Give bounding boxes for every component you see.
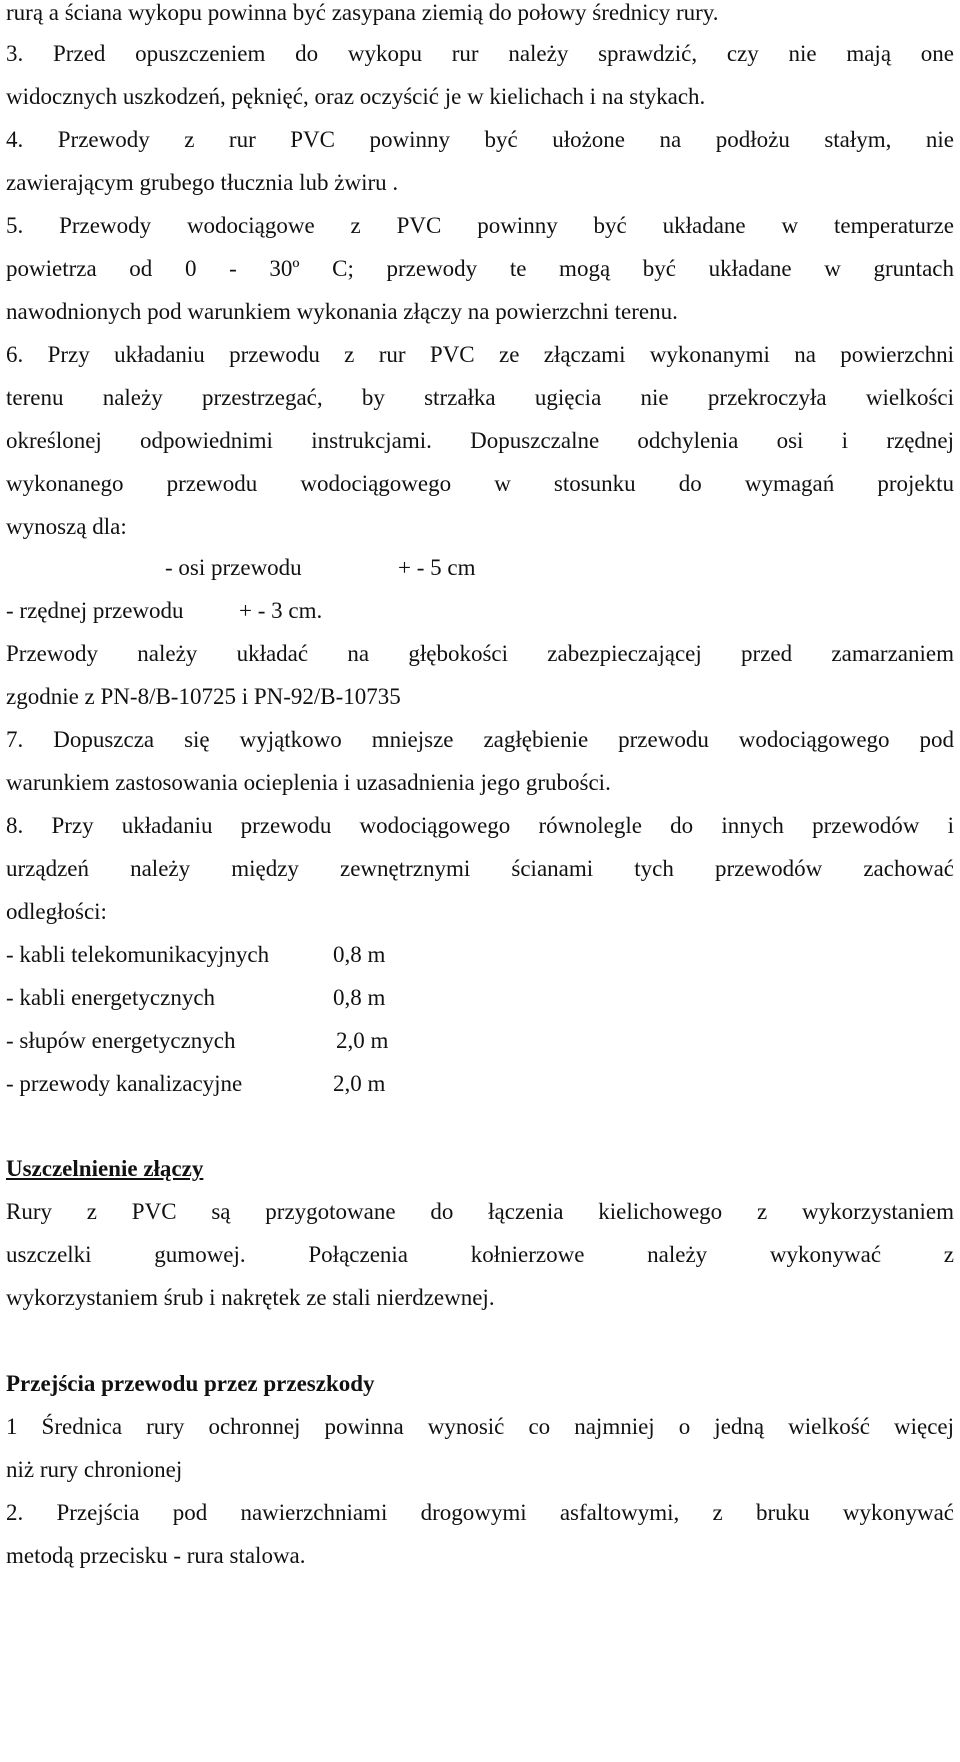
section-heading-crossings: Przejścia przewodu przez przeszkody [6, 1371, 375, 1396]
point-8-line-1: 8. Przy układaniu przewodu wodociągowego równolegle do innych przewodów i [6, 813, 954, 838]
distance-value: 2,0 m [333, 1071, 386, 1096]
distance-label: - kabli energetycznych [6, 985, 216, 1010]
point-6-line-2: terenu należy przestrzegać, by strzałka ugięcia nie przekroczyła wielkości [6, 385, 954, 410]
point-4-line-1: 4. Przewody z rur PVC powinny być ułożone na podłożu stałym, nie [6, 127, 954, 152]
crossings-line-3: 2. Przejścia pod nawierzchniami drogowymi asfaltowymi, z bruku wykonywać [6, 1500, 954, 1525]
depth-line-2: zgodnie z PN-8/B-10725 i PN-92/B-10735 [6, 684, 401, 709]
point-6-line-3: określonej odpowiednimi instrukcjami. Dopuszczalne odchylenia osi i rzędnej [6, 428, 954, 453]
axis-deviation-value: + - 5 cm [398, 555, 476, 580]
paragraph-2-end: rurą a ściana wykopu powinna być zasypana ziemią do połowy średnicy rury. [6, 0, 719, 25]
point-5-line-2: powietrza od 0 - 30º C; przewody te mogą być układane w gruntach [6, 256, 954, 281]
depth-line-1: Przewody należy układać na głębokości zabezpieczającej przed zamarzaniem [6, 641, 954, 666]
point-6-line-5: wynoszą dla: [6, 514, 127, 539]
seals-line-3: wykorzystaniem śrub i nakrętek ze stali nierdzewnej. [6, 1285, 495, 1310]
crossings-line-2: niż rury chronionej [6, 1457, 183, 1482]
distance-label: - przewody kanalizacyjne [6, 1071, 243, 1096]
ordinate-deviation-value: + - 3 cm. [239, 598, 323, 623]
point-5-line-1: 5. Przewody wodociągowe z PVC powinny być układane w temperaturze [6, 213, 954, 238]
point-3-line-2: widocznych uszkodzeń, pęknięć, oraz oczyścić je w kielichach i na stykach. [6, 84, 706, 109]
crossings-line-1: 1 Średnica rury ochronnej powinna wynosić co najmniej o jedną wielkość więcej [6, 1414, 954, 1439]
distance-value: 0,8 m [333, 942, 386, 967]
point-8-line-3: odległości: [6, 899, 107, 924]
distance-value: 0,8 m [333, 985, 386, 1010]
point-6-line-1: 6. Przy układaniu przewodu z rur PVC ze złączami wykonanymi na powierzchni [6, 342, 954, 367]
point-6-line-4: wykonanego przewodu wodociągowego w stosunku do wymagań projektu [6, 471, 954, 496]
ordinate-deviation-label: - rzędnej przewodu [6, 598, 184, 623]
point-7-line-1: 7. Dopuszcza się wyjątkowo mniejsze zagłębienie przewodu wodociągowego pod [6, 727, 954, 752]
point-7-line-2: warunkiem zastosowania ocieplenia i uzasadnienia jego grubości. [6, 770, 611, 795]
seals-line-1: Rury z PVC są przygotowane do łączenia kielichowego z wykorzystaniem [6, 1199, 954, 1224]
seals-line-2: uszczelki gumowej. Połączenia kołnierzowe należy wykonywać z [6, 1242, 954, 1267]
point-4-line-2: zawierającym grubego tłucznia lub żwiru . [6, 170, 399, 195]
distance-value: 2,0 m [336, 1028, 389, 1053]
section-heading-seals: Uszczelnienie złączy [6, 1156, 204, 1181]
distance-label: - słupów energetycznych [6, 1028, 236, 1053]
point-5-line-3: nawodnionych pod warunkiem wykonania złączy na powierzchni terenu. [6, 299, 678, 324]
point-8-line-2: urządzeń należy między zewnętrznymi ścianami tych przewodów zachować [6, 856, 954, 881]
crossings-line-4: metodą przecisku - rura stalowa. [6, 1543, 306, 1568]
axis-deviation-label: - osi przewodu [165, 555, 302, 580]
distance-label: - kabli telekomunikacyjnych [6, 942, 270, 967]
point-3-line-1: 3. Przed opuszczeniem do wykopu rur należy sprawdzić, czy nie mają one [6, 41, 954, 66]
